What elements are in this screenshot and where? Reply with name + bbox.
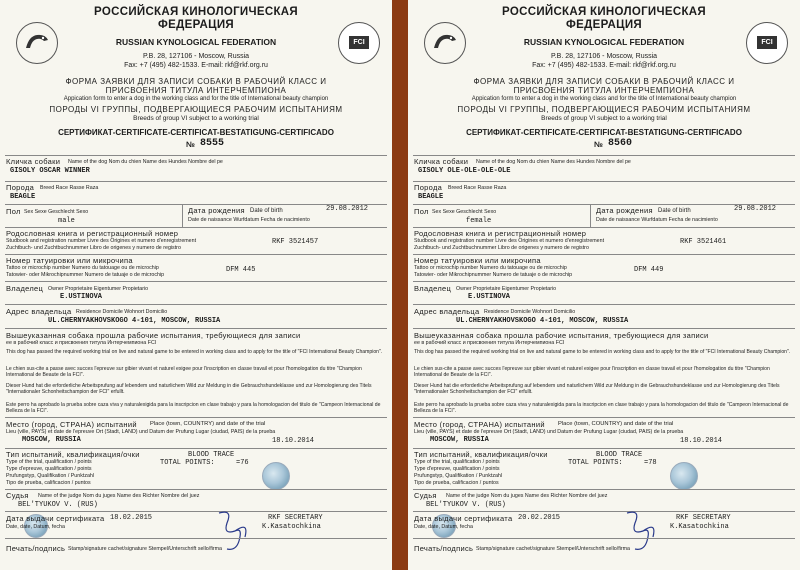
judge-label-ru: Судья: [6, 491, 29, 500]
passed-text-ru-2: ее в рабочий класс и присвоения титула Интерчемпиона FCI: [414, 340, 565, 346]
form-title-ru: ФОРМА ЗАЯВКИ ДЛЯ ЗАПИСИ СОБАКИ В РАБОЧИЙ КЛАСС И: [65, 77, 327, 86]
passed-text-ru: Вышеуказанная собака прошла рабочие испытания, требующиеся для записи: [6, 331, 301, 340]
form-title-ru-2: ПРИСВОЕНИЯ ТИТУЛА ИНТЕРЧЕМПИОНА: [105, 86, 287, 95]
dob-value: 29.08.2012: [734, 205, 777, 213]
tattoo-value: DFM 449: [634, 266, 664, 274]
issue-date-value: 18.02.2015: [110, 514, 153, 522]
stamp-label-ml: Stamp/signature cachet/signature Stempel/Unterschrift sello/firma: [476, 546, 630, 552]
dog-name-label-ru: Кличка собаки: [414, 157, 469, 166]
passed-text-en: This dog has passed the required working trial on live and natural game to be entered in working class and to apply for the title of "FCI International Beauty Champion".: [414, 349, 791, 355]
total-points-value: =76: [236, 459, 249, 467]
form-title-en: Appication form to enter a dog in the working class and for the title of International beauty champion: [471, 96, 737, 102]
certificate-number: 8560: [608, 138, 633, 149]
trial-label-ml-3: Prufungstyp, Qualifikation / Punktzahl: [414, 473, 503, 479]
trial-label-ml: Type of the trial, qualification / points: [6, 459, 92, 465]
studbook-label-ml: Studbook and registration number Livre des Origines et numero d'enregistrement: [414, 238, 605, 244]
federation-contacts: Fax: +7 (495) 482-1533. E-mail: rkf@rkf.org.ru: [532, 62, 676, 69]
trial-label-ml-3: Prufungstyp, Qualifikation / Punktzahl: [6, 473, 95, 479]
trial-type-value: BLOOD TRACE: [188, 451, 235, 459]
dog-name-value: GISOLY OLE-OLE-OLE-OLE: [418, 167, 511, 175]
studbook-label-ru: Родословная книга и регистрационный номер: [414, 229, 587, 238]
secretary-title: RKF SECRETARY: [676, 514, 731, 522]
judge-label-ml: Name of the judge Nom du juges Name des Richter Nombre del juez: [38, 493, 200, 499]
stamp-label-ml: Stamp/signature cachet/signature Stempel/Unterschrift sello/firma: [68, 546, 222, 552]
place-label-ml: Lieu (ville, PAYS) et date de l'epreuve Ort (Stadt, LAND) und Datum der Prufung Lugar (ciudad, PAIS) de la prueba: [414, 429, 684, 435]
owner-label-ml: Owner Proprietaire Eigentumer Propietario: [456, 286, 557, 292]
trial-label-ml-4: Tipo de prueba, calificacion / puntos: [6, 480, 91, 486]
issue-date-label-ru: Дата выдачи сертификата: [414, 514, 513, 523]
passed-text-ru: Вышеуказанная собака прошла рабочие испытания, требующиеся для записи: [414, 331, 709, 340]
place-label-en: Place (town, COUNTRY) and date of the trial: [558, 421, 674, 427]
sex-label-ru: Пол: [414, 207, 429, 216]
sex-label-ml: Sex Sexe Geschlecht Sexo: [432, 209, 497, 215]
owner-label-ml: Owner Proprietaire Eigentumer Propietario: [48, 286, 149, 292]
address-value: UL.CHERNYAKHOVSKOGO 4-101, MOSCOW, RUSSIA: [456, 317, 629, 325]
stamp-label-ru: Печать/подпись: [6, 544, 66, 553]
trial-label-ml-2: Type d'epreuve, qualification / points: [414, 466, 500, 472]
trial-label-ml: Type of the trial, qualification / points: [414, 459, 500, 465]
tattoo-label-ml-2: Tatowier- oder Mikrochipnummer Numero de tatuaje o de microchip: [6, 272, 165, 278]
certificate-right: [408, 0, 800, 570]
tattoo-label-ml-2: Tatowier- oder Mikrochipnummer Numero de tatuaje o de microchip: [414, 272, 573, 278]
place-label-en: Place (town, COUNTRY) and date of the trial: [150, 421, 266, 427]
hologram-seal: [262, 462, 290, 490]
group-title-en: Breeds of group VI subject to a working trial: [541, 115, 667, 122]
passed-text-de: Dieser Hund hat die erforderliche Arbeitsprufung auf lebendem und naturlichem Wild zur Meldung in die Gebrauchshundeklasse und zur Homologierung des Titels "Internationaler Schonheitschampion der FCI" erfullt.: [6, 383, 372, 395]
trial-label-ru: Тип испытаний, квалификация/очки: [414, 450, 548, 459]
tattoo-value: DFM 445: [226, 266, 256, 274]
issue-date-label-ml: Date, date, Datum, fecha: [414, 524, 473, 530]
dog-name-value: GISOLY OSCAR WINNER: [10, 167, 90, 175]
passed-text-fr: Le chien sus-cite a passe avec succes l'epreuve sur gibier vivant et naturel exigee pour l'inscription en classe travail et pour l'homologation du titre "Champion International de Beaute de la FCI".: [414, 366, 770, 378]
federation-name-ru: РОССИЙСКАЯ КИНОЛОГИЧЕСКАЯ: [502, 6, 706, 18]
federation-address: P.B. 28, 127106 - Moscow, Russia: [550, 53, 658, 60]
form-title-en: Appication form to enter a dog in the working class and for the title of International beauty champion: [63, 96, 329, 102]
sex-label-ml: Sex Sexe Geschlecht Sexo: [24, 209, 89, 215]
dog-name-label-ml: Name of the dog Nom du chien Name des Hundes Nombre del pe: [476, 159, 631, 165]
trial-date-value: 18.10.2014: [272, 437, 315, 445]
certificate-heading: СЕРТИФИКАТ-CERTIFICATE-CERTIFICAT-BESTATIGUNG-CERTIFICADO: [58, 128, 334, 137]
studbook-value: RKF 3521457: [272, 238, 319, 246]
passed-text-ru-2: ее в рабочий класс и присвоения титула Интерчемпиона FCI: [6, 340, 157, 346]
secretary-title: RKF SECRETARY: [268, 514, 323, 522]
passed-text-en: This dog has passed the required working trial on live and natural game to be entered in working class and to apply for the title of "FCI International Beauty Champion".: [6, 349, 383, 355]
tattoo-label-ml: Tattoo or microchip number Numero du tatouage ou de microchip: [414, 265, 567, 271]
place-label-ru: Место (город, СТРАНА) испытаний: [6, 420, 137, 429]
group-title-en: Breeds of group VI subject to a working trial: [133, 115, 259, 122]
passed-text-fr: Le chien sus-cite a passe avec succes l'epreuve sur gibier vivant et naturel exigee pour l'inscription en classe travail et pour l'homologation du titre "Champion International de Beaute de la FCI".: [6, 366, 362, 378]
trial-label-ru: Тип испытаний, квалификация/очки: [6, 450, 140, 459]
secretary-name: K.Kasatochkina: [670, 523, 729, 531]
place-value: MOSCOW, RUSSIA: [22, 436, 81, 444]
dob-label-en: Date of birth: [658, 208, 691, 214]
studbook-label-ml-2: Zuchtbuch- und Zuchtbuchnummer Libro de origenes y numero de registro: [414, 245, 589, 251]
owner-value: E.USTINOVA: [60, 293, 103, 301]
federation-name-ru-2: ФЕДЕРАЦИЯ: [158, 19, 234, 31]
judge-label-ml: Name of the judge Nom du juges Name des Richter Nombre del juez: [446, 493, 608, 499]
judge-value: BEL'TYUKOV V. (RUS): [426, 501, 506, 509]
passed-text-de: Dieser Hund hat die erforderliche Arbeitsprufung auf lebendem und naturlichem Wild zur Meldung in die Gebrauchshundeklasse und zur Homologierung des Titels "Internationaler Schonheitschampion der FCI" erfullt.: [414, 383, 780, 395]
total-points-label: TOTAL POINTS:: [568, 459, 623, 467]
federation-name-en: RUSSIAN KYNOLOGICAL FEDERATION: [115, 37, 277, 47]
tattoo-label-ru: Номер татуировки или микрочипа: [414, 256, 541, 265]
group-title-ru: ПОРОДЫ VI ГРУППЫ, ПОДВЕРГАЮЩИЕСЯ РАБОЧИМ ИСПЫТАНИЯМ: [49, 105, 343, 114]
sex-value: female: [466, 217, 492, 225]
judge-value: BEL'TYUKOV V. (RUS): [18, 501, 98, 509]
address-label-ml: Residence Domicile Wohnort Domicilio: [484, 309, 576, 315]
certificate-heading: СЕРТИФИКАТ-CERTIFICATE-CERTIFICAT-BESTATIGUNG-CERTIFICADO: [466, 128, 742, 137]
address-value: UL.CHERNYAKHOVSKOGO 4-101, MOSCOW, RUSSIA: [48, 317, 221, 325]
breed-label-ru: Порода: [414, 183, 443, 192]
address-label-ru: Адрес владельца: [414, 307, 480, 316]
passed-text-es: Este perro ha aprobado la prueba sobre caza viva y naturalexigida para la inscripcion en clase trabajo y para la homologacion del titulo de "Campeon Internacional de Belleza de la FCI".: [6, 402, 381, 414]
trial-label-ml-4: Tipo de prueba, calificacion / puntos: [414, 480, 499, 486]
dog-name-label-ru: Кличка собаки: [6, 157, 61, 166]
sex-label-ru: Пол: [6, 207, 21, 216]
breed-value: BEAGLE: [10, 193, 36, 201]
studbook-label-ru: Родословная книга и регистрационный номер: [6, 229, 179, 238]
dog-name-label-ml: Name of the dog Nom du chien Name des Hundes Nombre del pe: [68, 159, 223, 165]
owner-label-ru: Владелец: [414, 284, 452, 293]
owner-value: E.USTINOVA: [468, 293, 511, 301]
studbook-label-ml: Studbook and registration number Livre des Origines et numero d'enregistrement: [6, 238, 197, 244]
studbook-value: RKF 3521461: [680, 238, 727, 246]
number-sign: №: [594, 140, 603, 149]
owner-label-ru: Владелец: [6, 284, 44, 293]
fci-logo: FCI: [338, 22, 380, 64]
federation-name-ru-2: ФЕДЕРАЦИЯ: [566, 19, 642, 31]
fci-logo: FCI: [746, 22, 788, 64]
number-sign: №: [186, 140, 195, 149]
breed-value: BEAGLE: [418, 193, 444, 201]
passed-text-es: Este perro ha aprobado la prueba sobre caza viva y naturalexigida para la inscripcion en clase trabajo y para la homologacion del titulo de "Campeon Internacional de Belleza de la FCI".: [414, 402, 789, 414]
judge-label-ru: Судья: [414, 491, 437, 500]
trial-type-value: BLOOD TRACE: [596, 451, 643, 459]
breed-label-ml: Breed Race Rasse Raza: [448, 185, 507, 191]
dob-label-ml: Date de naissance Wurfdatum Fecha de nacimiento: [596, 217, 718, 223]
issue-date-value: 20.02.2015: [518, 514, 561, 522]
stamp-label-ru: Печать/подпись: [414, 544, 474, 553]
federation-contacts: Fax: +7 (495) 482-1533. E-mail: rkf@rkf.org.ru: [124, 62, 268, 69]
federation-address: P.B. 28, 127106 - Moscow, Russia: [142, 53, 250, 60]
trial-label-ml-2: Type d'epreuve, qualification / points: [6, 466, 92, 472]
trial-date-value: 18.10.2014: [680, 437, 723, 445]
federation-name-en: RUSSIAN KYNOLOGICAL FEDERATION: [523, 37, 685, 47]
breed-label-ml: Breed Race Rasse Raza: [40, 185, 99, 191]
place-value: MOSCOW, RUSSIA: [430, 436, 489, 444]
dob-value: 29.08.2012: [326, 205, 369, 213]
total-points-value: =78: [644, 459, 657, 467]
sex-value: male: [58, 217, 75, 225]
dob-label-en: Date of birth: [250, 208, 283, 214]
hologram-seal: [670, 462, 698, 490]
federation-name-ru: РОССИЙСКАЯ КИНОЛОГИЧЕСКАЯ: [94, 6, 298, 18]
breed-label-ru: Порода: [6, 183, 35, 192]
form-title-ru-2: ПРИСВОЕНИЯ ТИТУЛА ИНТЕРЧЕМПИОНА: [513, 86, 695, 95]
dob-label-ru: Дата рождения: [188, 206, 245, 215]
place-label-ml: Lieu (ville, PAYS) et date de l'epreuve Ort (Stadt, LAND) und Datum der Prufung Lugar (ciudad, PAIS) de la prueba: [6, 429, 276, 435]
address-label-ml: Residence Domicile Wohnort Domicilio: [76, 309, 168, 315]
dob-label-ru: Дата рождения: [596, 206, 653, 215]
certificate-left: [0, 0, 392, 570]
tattoo-label-ru: Номер татуировки или микрочипа: [6, 256, 133, 265]
group-title-ru: ПОРОДЫ VI ГРУППЫ, ПОДВЕРГАЮЩИЕСЯ РАБОЧИМ ИСПЫТАНИЯМ: [457, 105, 751, 114]
form-title-ru: ФОРМА ЗАЯВКИ ДЛЯ ЗАПИСИ СОБАКИ В РАБОЧИЙ КЛАСС И: [473, 77, 735, 86]
dob-label-ml: Date de naissance Wurfdatum Fecha de nacimiento: [188, 217, 310, 223]
issue-date-label-ml: Date, date, Datum, fecha: [6, 524, 65, 530]
secretary-name: K.Kasatochkina: [262, 523, 321, 531]
studbook-label-ml-2: Zuchtbuch- und Zuchtbuchnummer Libro de origenes y numero de registro: [6, 245, 181, 251]
issue-date-label-ru: Дата выдачи сертификата: [6, 514, 105, 523]
certificate-number: 8555: [200, 138, 225, 149]
tattoo-label-ml: Tattoo or microchip number Numero du tatouage ou de microchip: [6, 265, 159, 271]
address-label-ru: Адрес владельца: [6, 307, 72, 316]
place-label-ru: Место (город, СТРАНА) испытаний: [414, 420, 545, 429]
total-points-label: TOTAL POINTS:: [160, 459, 215, 467]
